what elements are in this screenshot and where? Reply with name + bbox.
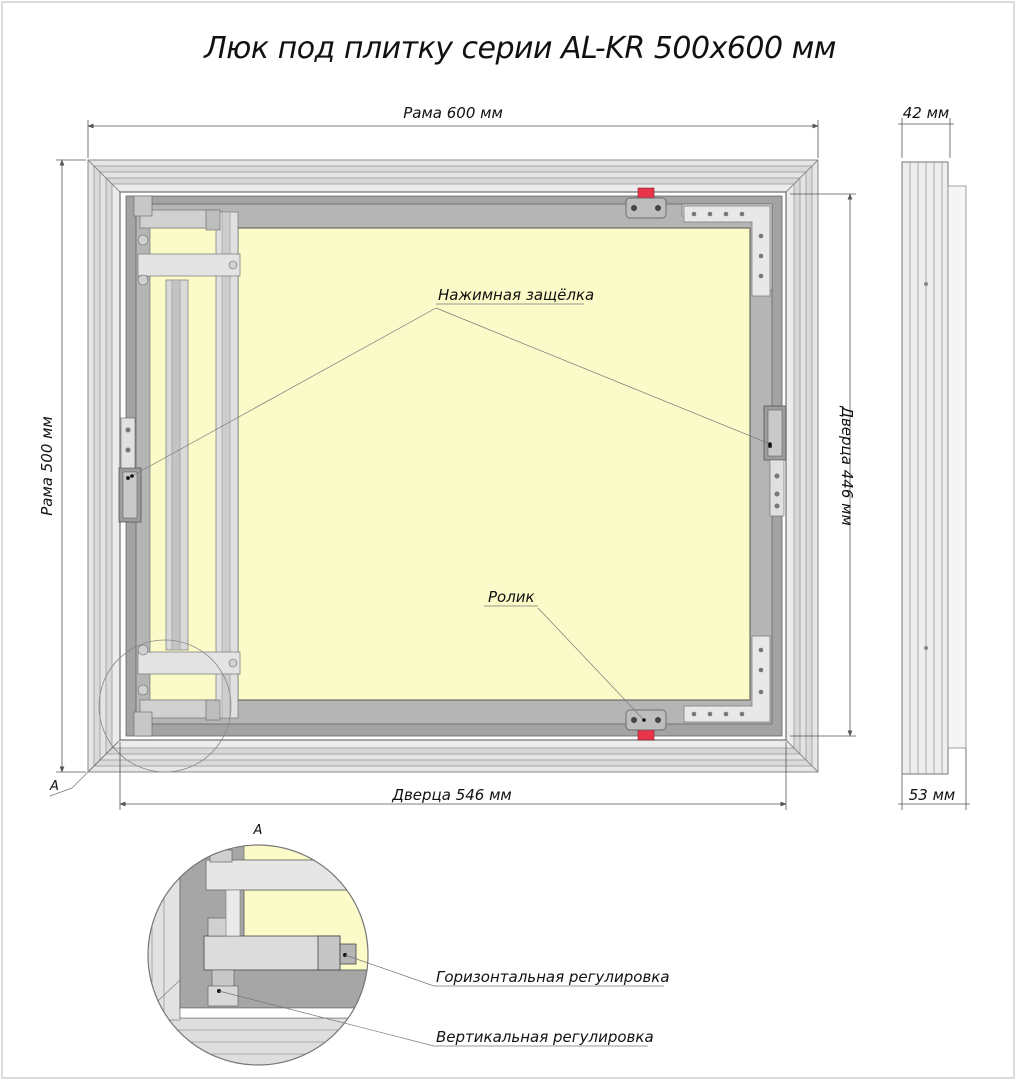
dim-frame-width: Рама 600 мм: [403, 104, 503, 122]
side-view: [902, 162, 966, 774]
front-view: [50, 160, 818, 796]
dim-door-width: Дверца 546 мм: [392, 786, 512, 804]
dim-depth-top: 42 мм: [902, 104, 950, 122]
drawing-title: Люк под плитку серии AL-KR 500х600 мм: [204, 31, 836, 66]
callout-vertical-adjustment: Вертикальная регулировка: [436, 1028, 654, 1046]
dim-frame-height: Рама 500 мм: [38, 416, 56, 516]
dim-depth-bottom: 53 мм: [908, 786, 956, 804]
callout-roller: Ролик: [488, 588, 535, 606]
callout-horizontal-adjustment: Горизонтальная регулировка: [436, 968, 670, 986]
detail-title: А: [253, 823, 263, 838]
detail-a-view: [140, 840, 386, 1078]
dim-door-height: Дверца 446 мм: [838, 406, 856, 526]
callout-push-latch: Нажимная защёлка: [438, 286, 595, 304]
detail-marker: А: [50, 779, 59, 794]
